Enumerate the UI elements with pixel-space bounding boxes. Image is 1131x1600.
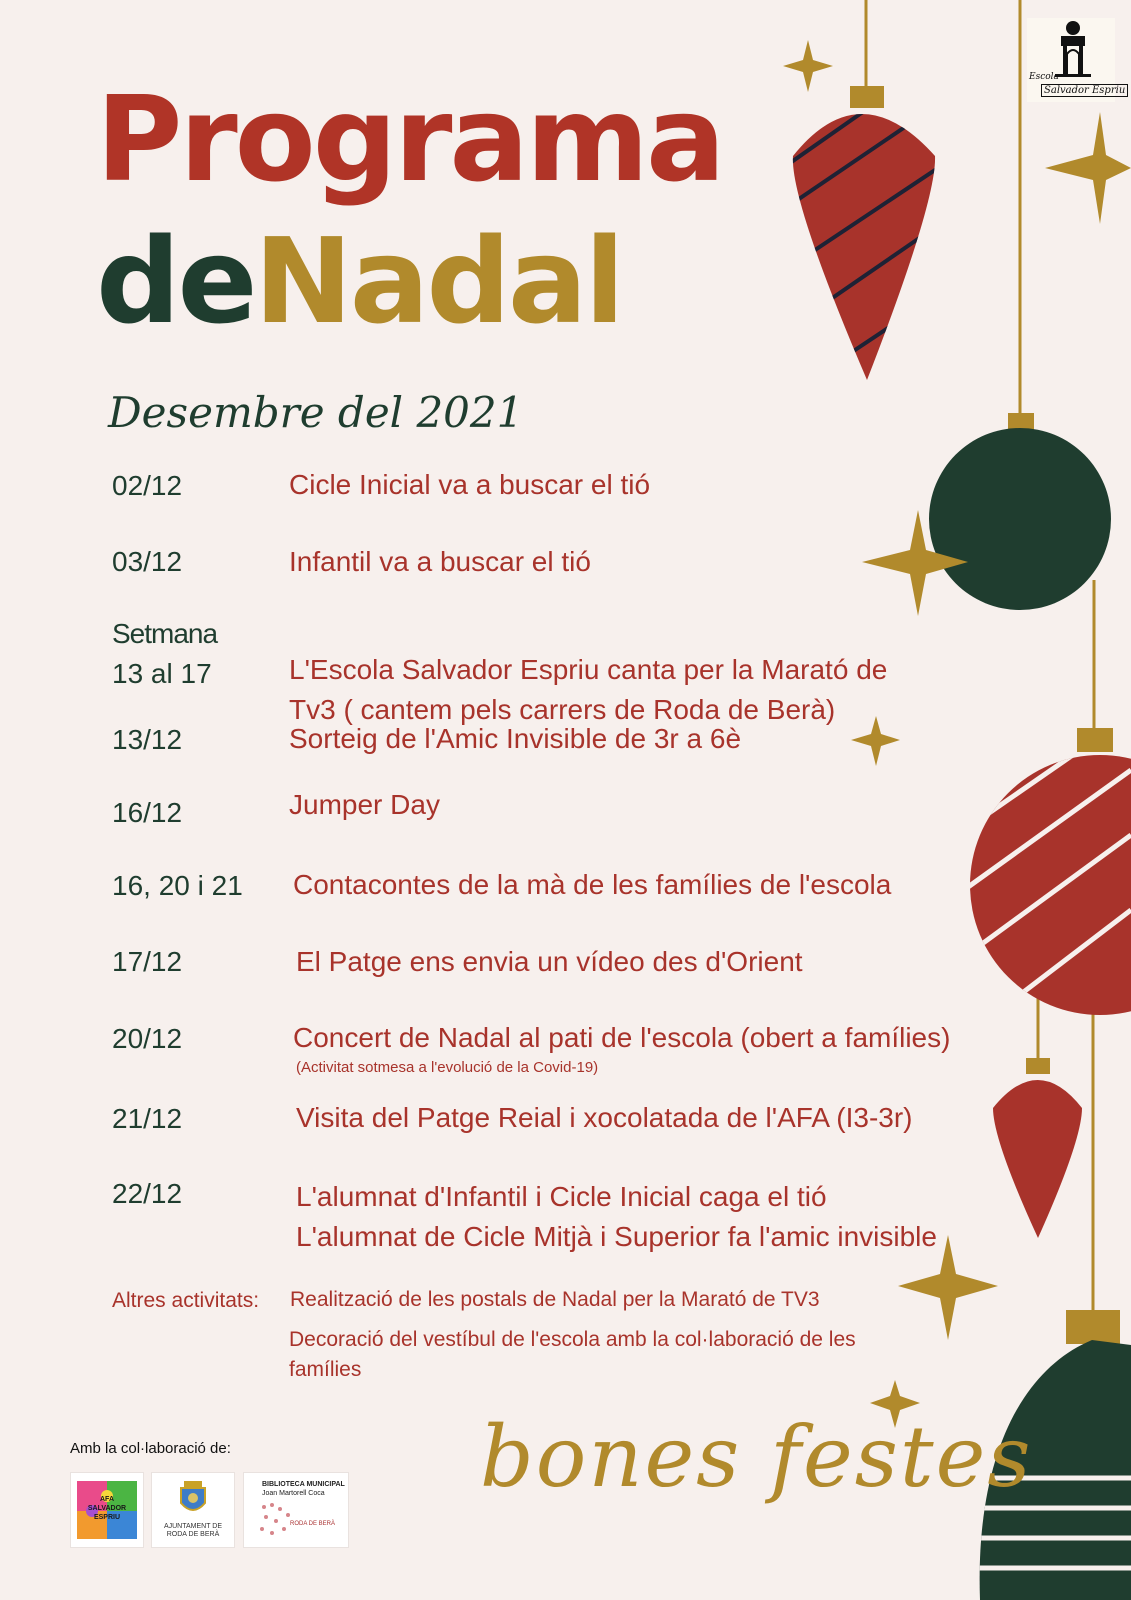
event-date: 03/12 [112, 546, 183, 577]
closing-greeting: bones festes [480, 1408, 1033, 1506]
school-building-icon [1027, 18, 1115, 78]
event-date: 13/12 [112, 724, 183, 755]
star-icon [851, 716, 900, 766]
event-text: Contacontes de la mà de les famílies de l'escola [293, 869, 892, 900]
ajuntament-logo [151, 1472, 235, 1548]
star-icon [783, 40, 833, 92]
other-activity: Realització de les postals de Nadal per la Marató de TV3 [290, 1288, 820, 1311]
biblioteca-text-1: BIBLIOTECA MUNICIPAL [262, 1481, 345, 1488]
other-activity: Decoració del vestíbul de l'escola amb la col·laboració de les famílies [289, 1328, 856, 1381]
event-date: 13 al 17 [112, 658, 212, 689]
collaboration-label: Amb la col·laboració de: [70, 1440, 231, 1457]
event-date: 21/12 [112, 1103, 183, 1134]
event-text: L'Escola Salvador Espriu canta per la Marató de [289, 654, 888, 685]
red-drop-ornament [780, 86, 960, 380]
event-text: Visita del Patge Reial i xocolatada de l'AFA (I3-3r) [296, 1102, 913, 1133]
school-logo [1027, 18, 1126, 102]
title-programa: Programa [96, 70, 723, 208]
school-logo-text-2: Salvador Espriu [1041, 84, 1128, 97]
biblioteca-text-3: RODA DE BERÀ [290, 1521, 336, 1527]
event-text: El Patge ens envia un vídeo des d'Orient [296, 946, 803, 977]
coat-of-arms-icon [178, 1479, 208, 1517]
event-text: Infantil va a buscar el tió [289, 546, 591, 577]
event-date: 02/12 [112, 470, 183, 501]
event-text: Concert de Nadal al pati de l'escola (obert a famílies) [293, 1022, 951, 1053]
red-striped-ball-ornament [950, 728, 1131, 1015]
event-date: 16/12 [112, 797, 183, 828]
afa-logo-text: AFA SALVADOR ESPRIU [87, 1496, 127, 1521]
afa-logo [70, 1472, 144, 1548]
event-date-week-label: Setmana [112, 618, 218, 649]
event-text: L'alumnat de Cicle Mitjà i Superior fa l'amic invisible [296, 1221, 937, 1252]
biblioteca-logo [243, 1472, 349, 1548]
small-red-drop-ornament [993, 1058, 1082, 1238]
ajuntament-text-2: RODA DE BERÀ [166, 1531, 220, 1538]
event-text: L'alumnat d'Infantil i Cicle Inicial caga el tió [296, 1181, 827, 1212]
subtitle-month: Desembre del 2021 [108, 388, 524, 437]
event-date: 17/12 [112, 946, 183, 977]
biblioteca-text-2: Joan Martorell Coca [262, 1490, 325, 1497]
event-date: 20/12 [112, 1023, 183, 1054]
event-text: Jumper Day [289, 789, 440, 820]
event-date: 22/12 [112, 1178, 183, 1209]
ajuntament-text-1: AJUNTAMENT DE [163, 1523, 223, 1530]
green-ball-ornament [929, 413, 1111, 610]
other-activities-label: Altres activitats: [112, 1289, 260, 1312]
star-icon [1045, 112, 1131, 224]
event-text: Sorteig de l'Amic Invisible de 3r a 6è [289, 723, 742, 754]
event-text: Tv3 ( cantem pels carrers de Roda de Berà) [289, 694, 836, 725]
event-text: Cicle Inicial va a buscar el tió [289, 469, 651, 500]
title-de: de [96, 212, 255, 350]
event-date: 16, 20 i 21 [112, 870, 243, 901]
event-note: (Activitat sotmesa a l'evolució de la Covid-19) [296, 1059, 599, 1076]
title-nadal: Nadal [254, 212, 622, 350]
school-logo-text-1: Escola [1029, 72, 1059, 82]
